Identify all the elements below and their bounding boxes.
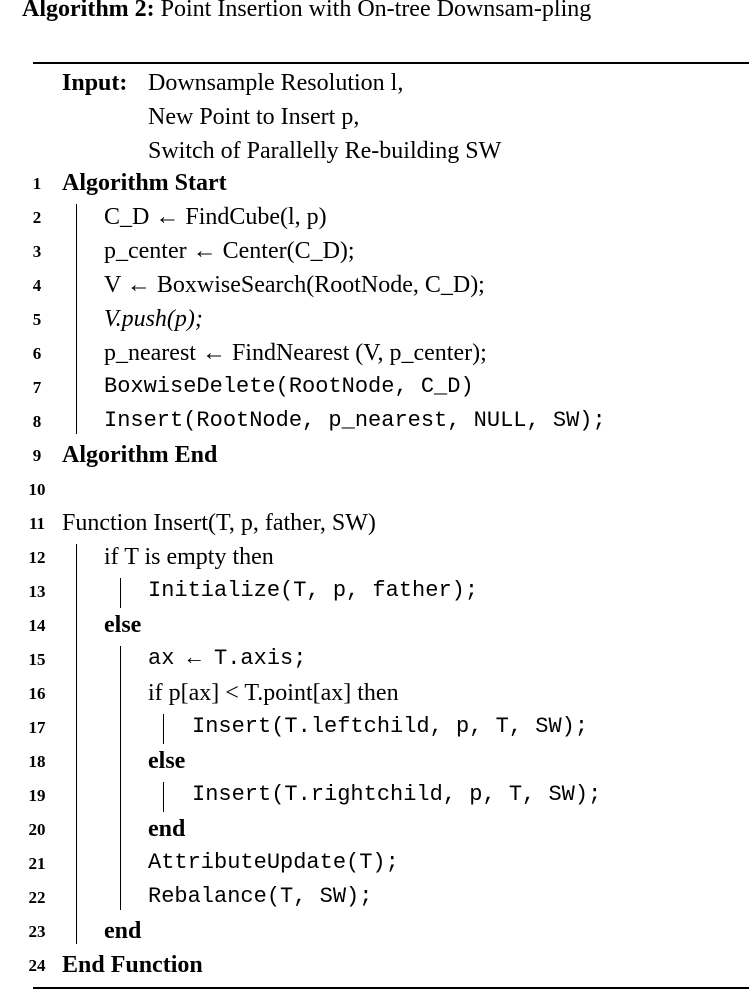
line-number: 23 [28, 922, 46, 941]
algo-line-13 [0, 574, 749, 608]
line-number: 9 [32, 446, 42, 465]
line-number: 5 [32, 310, 42, 329]
algo-line-12 [0, 540, 749, 574]
line-text: End Function [62, 952, 203, 978]
line-number: 7 [32, 378, 42, 397]
line-number: 20 [28, 820, 46, 839]
line-number: 21 [28, 854, 46, 873]
line-text: Function Insert(T, p, father, SW) [62, 510, 376, 536]
line-number: 6 [32, 344, 42, 363]
line-text: Insert(T.rightchild, p, T, SW); [192, 782, 602, 807]
line-text: Algorithm End [62, 442, 218, 468]
line-number: 15 [28, 650, 46, 669]
indent-bar-function [76, 544, 77, 944]
input-item-2: New Point to Insert p, [148, 104, 360, 130]
algo-line-15 [0, 642, 749, 676]
caption-title: Point Insertion with On-tree Downsam-pling [160, 0, 592, 22]
line-text: Algorithm Start [62, 170, 227, 196]
algo-line-9 [0, 438, 749, 472]
line-number: 14 [28, 616, 46, 635]
algo-line-20 [0, 812, 749, 846]
line-text: AttributeUpdate(T); [148, 850, 399, 875]
algo-line-22 [0, 880, 749, 914]
algo-line-14 [0, 608, 749, 642]
line-number: 16 [28, 684, 46, 703]
line-number: 1 [32, 174, 42, 193]
line-number: 13 [28, 582, 46, 601]
indent-bar-if [120, 578, 121, 608]
line-text: if T is empty then [104, 544, 274, 570]
line-text: if p[ax] < T.point[ax] then [148, 680, 399, 706]
line-text: end [104, 918, 142, 944]
line-text: p_nearest ← FindNearest (V, p_center); [104, 340, 487, 366]
input-item-3: Switch of Parallelly Re-building SW [148, 138, 502, 164]
line-text: BoxwiseDelete(RootNode, C_D) [104, 374, 474, 399]
line-text: Initialize(T, p, father); [148, 578, 479, 603]
indent-bar-algorithm [76, 204, 77, 434]
bottom-rule [33, 987, 749, 989]
top-rule [33, 62, 749, 64]
line-number: 4 [32, 276, 42, 295]
line-text: C_D ← FindCube(l, p) [104, 204, 327, 230]
algo-line-10 [0, 472, 749, 506]
algo-line-21 [0, 846, 749, 880]
line-number: 12 [28, 548, 46, 567]
line-number: 17 [28, 718, 46, 737]
indent-bar-inner-else [163, 782, 164, 812]
line-number: 10 [28, 480, 46, 499]
line-text: V ← BoxwiseSearch(RootNode, C_D); [104, 272, 485, 298]
line-text: Insert(RootNode, p_nearest, NULL, SW); [104, 408, 606, 433]
indent-bar-inner-if [163, 714, 164, 744]
algo-line-2 [0, 200, 749, 234]
algo-line-6 [0, 336, 749, 370]
algo-line-5 [0, 302, 749, 336]
line-number: 2 [32, 208, 42, 227]
caption-label: Algorithm 2: [22, 0, 155, 22]
algo-line-23 [0, 914, 749, 948]
input-label: Input: [62, 70, 128, 96]
input-item-1: Downsample Resolution l, [148, 70, 404, 96]
line-text: else [104, 612, 142, 638]
algorithm-caption [22, 0, 732, 26]
line-number: 18 [28, 752, 46, 771]
algo-line-11 [0, 506, 749, 540]
algo-line-24 [0, 948, 749, 982]
algo-line-7 [0, 370, 749, 404]
algo-line-19 [0, 778, 749, 812]
algo-line-18 [0, 744, 749, 778]
algo-line-1 [0, 166, 749, 200]
algo-line-3 [0, 234, 749, 268]
indent-bar-else [120, 646, 121, 910]
line-text: V.push(p); [104, 306, 203, 332]
line-number: 24 [28, 956, 46, 975]
line-text: Insert(T.leftchild, p, T, SW); [192, 714, 589, 739]
algo-line-8 [0, 404, 749, 438]
line-text: p_center ← Center(C_D); [104, 238, 355, 264]
line-text: ax ← T.axis; [148, 646, 307, 671]
line-number: 22 [28, 888, 46, 907]
line-text: else [148, 748, 186, 774]
line-text: end [148, 816, 186, 842]
line-number: 11 [28, 514, 46, 533]
algo-line-16 [0, 676, 749, 710]
line-number: 3 [32, 242, 42, 261]
line-number: 8 [32, 412, 42, 431]
line-number: 19 [28, 786, 46, 805]
algo-line-17 [0, 710, 749, 744]
algo-line-4 [0, 268, 749, 302]
input-block [62, 66, 501, 168]
line-text: Rebalance(T, SW); [148, 884, 373, 909]
